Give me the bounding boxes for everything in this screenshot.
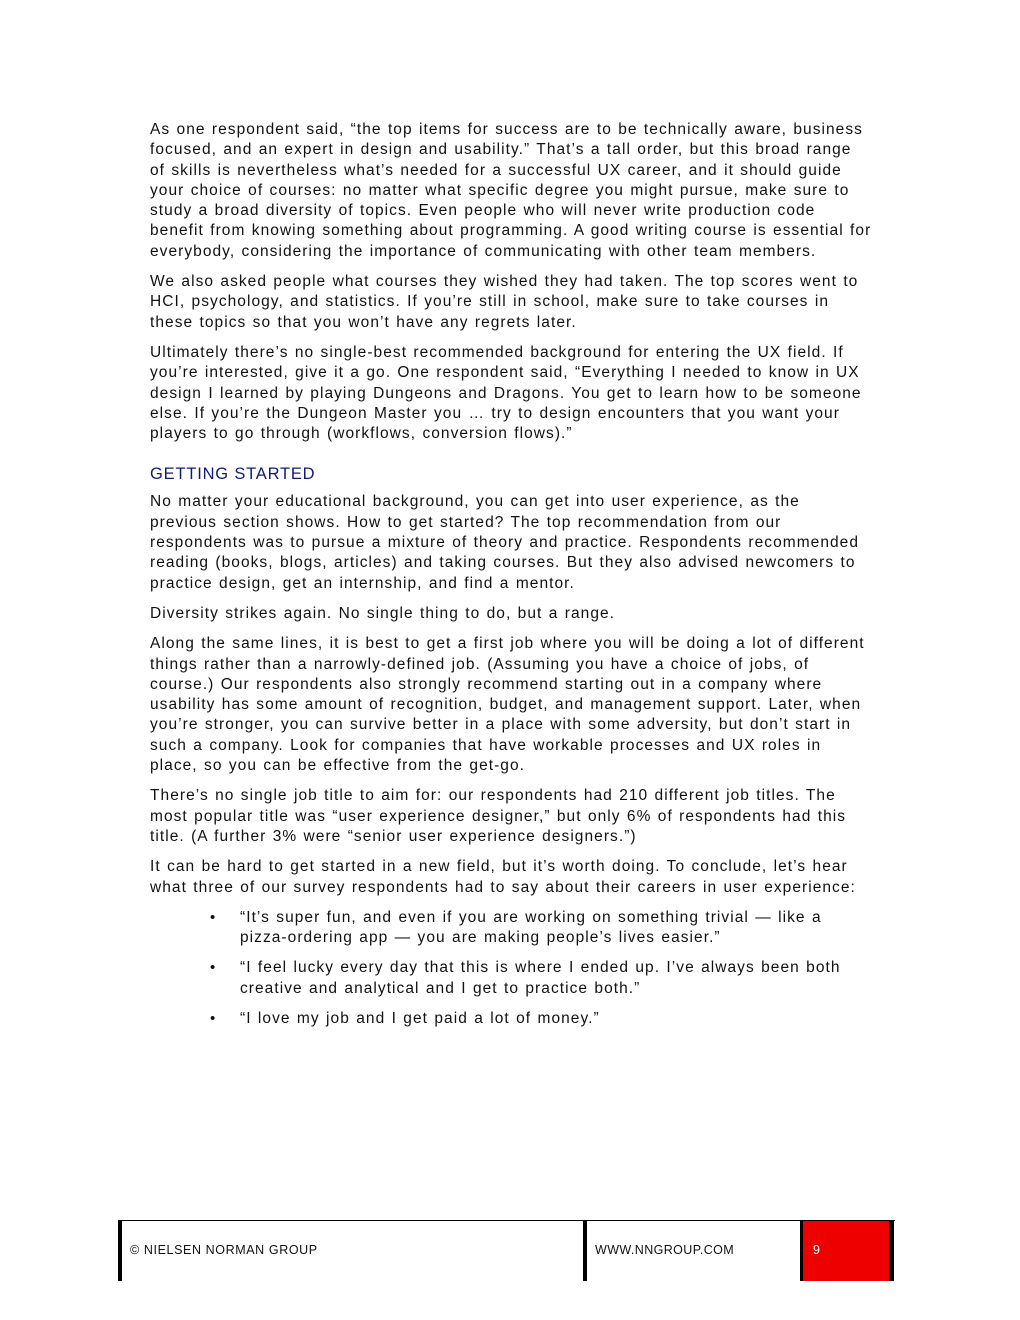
footer-middle-divider	[583, 1221, 587, 1281]
bullet-icon: •	[210, 959, 217, 977]
page-footer	[118, 1220, 895, 1281]
body-paragraph: There’s no single job title to aim for: our respondents had 210 different job titles. The most popular title was “user experience designer,” but only 6% of respondents had this title. (A further 3% were “senior user experience designers.”)	[150, 787, 847, 845]
page-content	[150, 120, 872, 1039]
footer-page-number-box	[800, 1221, 892, 1281]
body-paragraph: We also asked people what courses they wished they had taken. The top scores went to HCI, psychology, and statistics. If you’re still in school, make sure to take courses in these topics so that you won’t have any regrets later.	[150, 273, 859, 331]
section-heading-getting-started: GETTING STARTED	[150, 465, 316, 484]
footer-copyright: © NIELSEN NORMAN GROUP	[130, 1243, 318, 1257]
list-item	[210, 908, 872, 949]
quote-list	[150, 908, 872, 1029]
page-number: 9	[813, 1243, 820, 1257]
body-paragraph: Along the same lines, it is best to get a first job where you will be doing a lot of different things rather than a narrowly-defined job. (Assuming you have a choice of jobs, of course.) Our respondents also strongly recommend starting out in a company where usability has some amount of recognition, budget, and management support. Later, when you’re stronger, you can survive better in a place with some adversity, but don’t start in such a company. Look for companies that have workable processes and UX roles in place, so you can be effective from the get-go.	[150, 635, 865, 775]
footer-website-url: WWW.NNGROUP.COM	[595, 1243, 735, 1257]
body-paragraph: As one respondent said, “the top items for success are to be technically aware, business focused, and an expert in design and usability.” That’s a tall order, but this broad range of skills is nevertheless what’s needed for a successful UX career, and it should guide your choice of courses: no matter what specific degree you might pursue, make sure to study a broad diversity of topics. Even people who will never write production code benefit from knowing something about programming. A good writing course is essential for everybody, considering the importance of communicating with other team members.	[150, 121, 872, 260]
quote-text: “I love my job and I get paid a lot of money.”	[240, 1009, 600, 1027]
quote-text: “I feel lucky every day that this is where I ended up. I’ve always been both creative and analytical and I get to practice both.”	[240, 959, 841, 997]
bullet-icon: •	[210, 1009, 217, 1027]
quote-text: “It’s super fun, and even if you are working on something trivial — like a pizza-ordering app — you are making people’s lives easier.”	[240, 908, 822, 947]
footer-left-divider	[118, 1221, 122, 1281]
body-paragraph: It can be hard to get started in a new field, but it’s worth doing. To conclude, let’s hear what three of our survey respondents had to say about their careers in user experience:	[150, 858, 856, 896]
footer-right-divider	[889, 1221, 894, 1281]
bullet-icon: •	[210, 908, 217, 926]
list-item	[210, 958, 872, 999]
body-paragraph: Ultimately there’s no single-best recommended background for entering the UX field. If you’re interested, give it a go. One respondent said, “Everything I needed to know in UX design I learned by playing Dungeons and Dragons. You get to learn how to be someone else. If you’re the Dungeon Master you … try to design encounters that you want your players to go through (workflows, conversion flows).”	[150, 343, 862, 443]
body-paragraph: No matter your educational background, you can get into user experience, as the previous section shows. How to get started? The top recommendation from our respondents was to pursue a mixture of theory and practice. Respondents recommended reading (books, blogs, articles) and taking courses. But they also advised newcomers to practice design, get an internship, and find a mentor.	[150, 493, 860, 592]
body-paragraph: Diversity strikes again. No single thing to do, but a range.	[150, 604, 616, 622]
list-item	[210, 1009, 872, 1029]
